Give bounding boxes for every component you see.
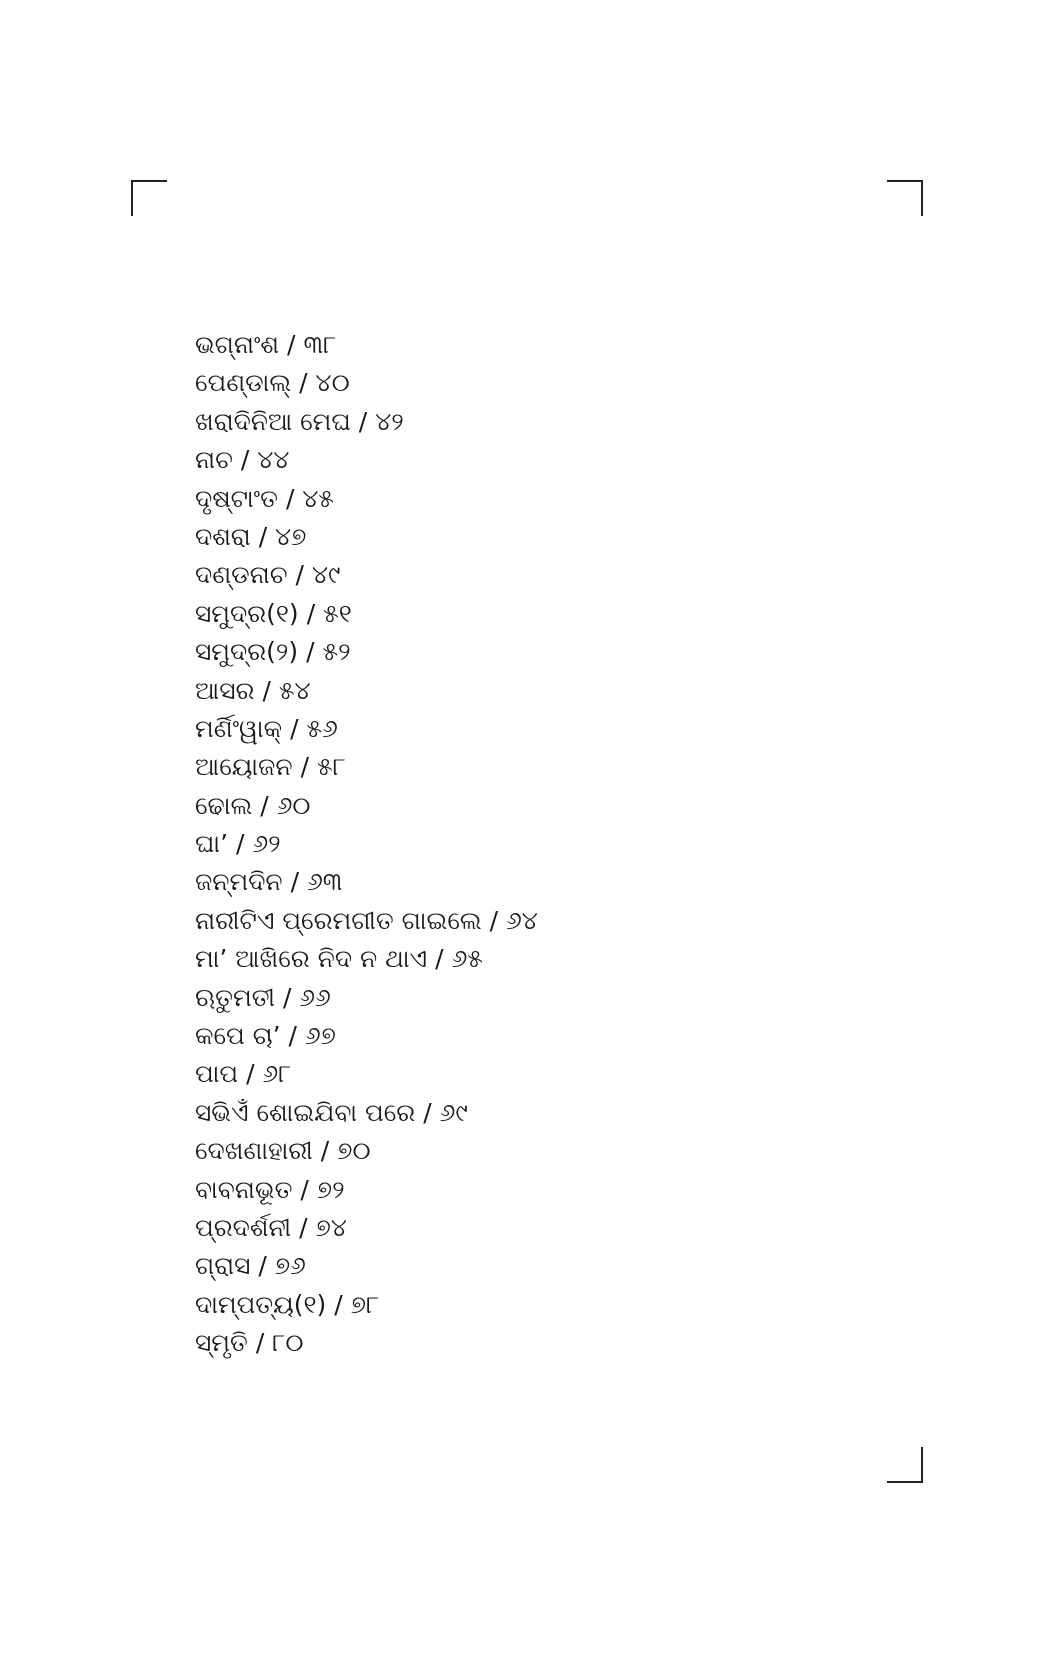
toc-entry-title: ଦାମ୍ପତ୍ୟ(୧) [195,1289,327,1319]
toc-entry-title: ଦେଖଣାହାରୀ [195,1136,313,1166]
toc-entry-page-number: ୬୭ [304,1021,336,1051]
toc-entry-title: ପେଣ୍ଡାଲ୍ [195,368,292,398]
toc-entry-title: ନାଚ [195,445,233,475]
toc-entry [195,1247,538,1285]
toc-entry-page-number: ୬୮ [262,1059,292,1089]
toc-entry-page-number: ୫୨ [322,637,351,667]
toc-entry-title: ଢୋଲ [195,790,253,820]
toc-separator: / [295,560,304,590]
toc-entry-page-number: ୭୪ [315,1212,347,1242]
toc-separator: / [236,829,245,859]
toc-separator: / [288,1021,297,1051]
toc-entry-page-number: ୬୨ [252,829,281,859]
toc-separator: / [358,406,368,436]
toc-entry [195,1017,538,1055]
toc-entry [195,940,538,978]
toc-entry-page-number: ୬୪ [506,905,538,935]
toc-entry-page-number: ୪୦ [315,368,350,398]
toc-separator: / [255,1328,265,1358]
crop-mark-bottom-right [887,1447,923,1483]
toc-entry-title: ମା’ ଆଖିରେ ନିଦ ନ ଥାଏ [195,944,428,974]
toc-separator: / [282,982,292,1012]
toc-entry-title: ନାରୀଟିଏ ପ୍ରେମଗୀତ ଗାଇଲେ [195,905,482,935]
toc-separator: / [262,675,271,705]
toc-entry-title: ବାବନାଭୂତ [195,1174,293,1204]
toc-entry [195,902,538,940]
toc-entry [195,518,538,556]
toc-entry-page-number: ୬୯ [439,1097,468,1127]
toc-entry-title: ସ୍ମୃତି [195,1328,248,1358]
toc-entry-title: ସମୁଦ୍ର(୧) [195,598,299,628]
toc-separator: / [260,790,269,820]
toc-separator: / [290,713,299,743]
toc-entry-page-number: ୫୧ [323,598,352,628]
toc-entry-page-number: ୬୦ [276,790,311,820]
toc-separator: / [258,521,268,551]
toc-entry [195,825,538,863]
toc-entry [195,441,538,479]
toc-entry-title: ପ୍ରଦର୍ଶନୀ [195,1212,292,1242]
toc-entry [195,787,538,825]
toc-entry-page-number: ୮୦ [272,1328,304,1358]
toc-entry-page-number: ୪୨ [375,406,404,436]
toc-entry-title: ଆୟୋଜନ [195,752,293,782]
toc-entry-title: କପେ ଚା’ [195,1021,281,1051]
toc-entry [195,863,538,901]
toc-separator: / [489,905,499,935]
toc-entry [195,403,538,441]
toc-separator: / [306,598,316,628]
toc-entry-page-number: ୬୫ [451,944,483,974]
toc-entry-title: ଆସର [195,675,255,705]
toc-entry [195,672,538,710]
toc-entry-page-number: ୭୬ [274,1251,306,1281]
toc-entry [195,1055,538,1093]
toc-entry [195,748,538,786]
toc-entry [195,480,538,518]
toc-entry-title: ମର୍ଣିଂୱାକ୍ [195,713,283,743]
table-of-contents [195,326,538,1363]
toc-separator: / [240,445,250,475]
toc-entry-page-number: ୫୮ [317,752,346,782]
toc-entry-title: ସଭିଏଁ ଶୋଇଯିବା ପରେ [195,1097,416,1127]
toc-entry-page-number: ୭୮ [350,1289,380,1319]
toc-entry [195,1324,538,1362]
toc-separator: / [287,330,296,359]
toc-entry-page-number: ୭୦ [337,1136,371,1166]
toc-entry-page-number: ୪୭ [275,521,307,551]
toc-entry-title: ସମୁଦ୍ର(୨) [195,637,299,667]
toc-entry-page-number: ୫୪ [278,675,311,705]
toc-separator: / [300,752,309,782]
toc-separator: / [258,1251,267,1281]
toc-entry-title: ଦଶରା [195,521,251,551]
toc-entry [195,556,538,594]
toc-entry [195,1286,538,1324]
toc-separator: / [320,1136,330,1166]
toc-entry [195,326,538,364]
toc-separator: / [299,1212,308,1242]
toc-entry-title: ପାପ [195,1059,239,1089]
toc-entry-title: ଜନ୍ମଦିନ [195,867,283,897]
toc-separator: / [306,637,315,667]
toc-entry-page-number: ୫୬ [306,713,338,743]
crop-mark-top-right [887,180,923,216]
toc-entry-title: ଦୃଷ୍ଟାଂତ [195,483,278,513]
toc-separator: / [299,368,308,398]
toc-entry-page-number: ୪୯ [311,560,341,590]
toc-entry-title: ଘା’ [195,829,229,859]
toc-entry [195,1094,538,1132]
toc-separator: / [300,1174,309,1204]
toc-entry [195,1171,538,1209]
toc-entry-page-number: ୪୫ [302,483,335,513]
toc-entry-page-number: ୭୨ [316,1174,345,1204]
toc-entry [195,1209,538,1247]
toc-entry [195,595,538,633]
toc-separator: / [290,867,300,897]
toc-entry [195,1132,538,1170]
toc-entry-page-number: ୩୮ [303,330,337,359]
toc-separator: / [285,483,295,513]
toc-separator: / [423,1097,432,1127]
toc-separator: / [435,944,444,974]
toc-entry [195,710,538,748]
toc-separator: / [334,1289,343,1319]
toc-entry-page-number: ୬୬ [299,982,331,1012]
crop-mark-top-left [131,180,167,216]
toc-separator: / [246,1059,255,1089]
toc-entry [195,979,538,1017]
toc-entry-page-number: ୬୩ [307,867,343,897]
toc-entry-title: ଭଗ୍ନାଂଶ [195,330,280,359]
toc-entry-title: ଋତୁମତୀ [195,982,275,1012]
toc-entry [195,633,538,671]
toc-entry [195,364,538,402]
toc-entry-title: ଗ୍ରାସ [195,1251,251,1281]
toc-entry-title: ଖରାଦିନିଆ ମେଘ [195,406,351,436]
toc-entry-title: ଦଣ୍ଡନାଚ [195,560,288,590]
toc-entry-page-number: ୪୪ [257,445,290,475]
